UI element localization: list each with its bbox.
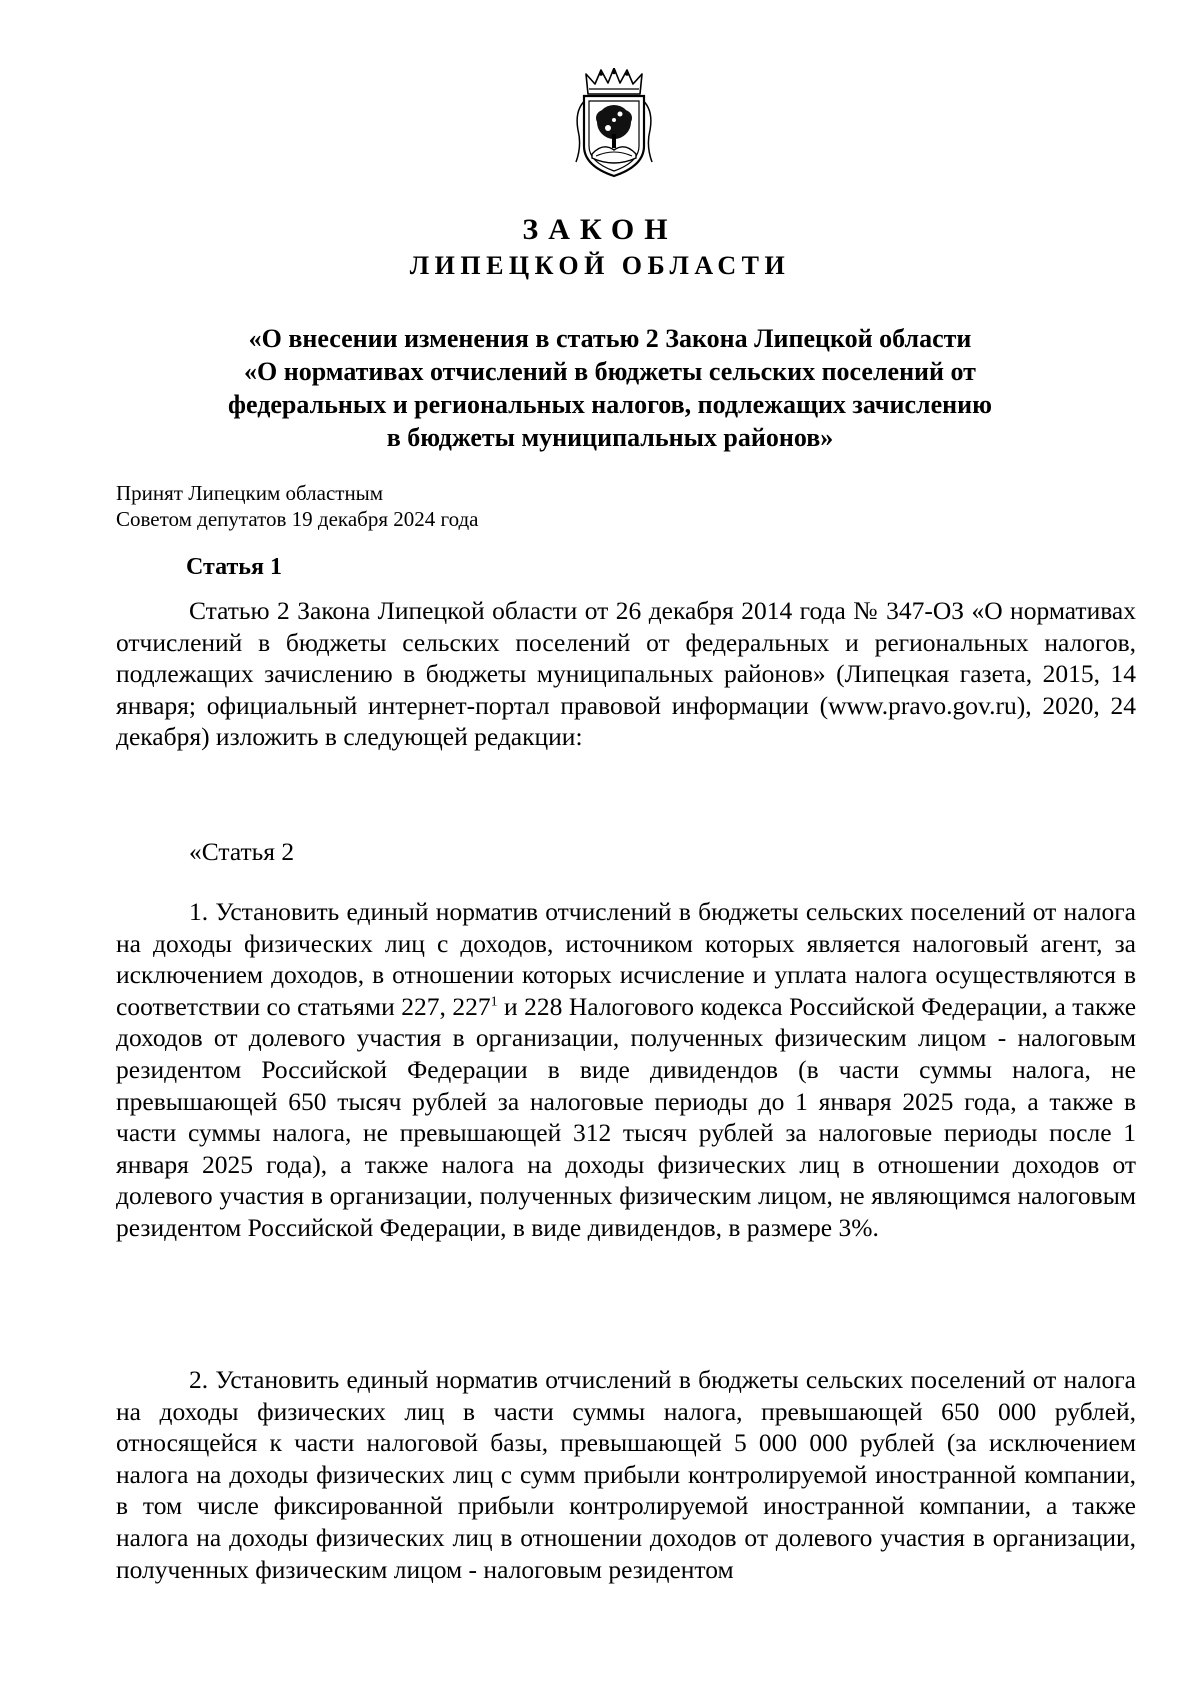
subject-line-4: в бюджеты муниципальных районов» <box>386 423 834 452</box>
subject-line-3: федеральных и региональных налогов, подлежащих зачислению <box>228 390 992 419</box>
law-subject <box>170 322 1050 454</box>
quoted-article-heading: «Статья 2 <box>189 837 295 866</box>
clause-1-paragraph <box>116 896 1136 1244</box>
adoption-line-1: Принят Липецким областным <box>116 481 384 505</box>
subject-line-1: «О внесении изменения в статью 2 Закона Липецкой области <box>248 324 972 353</box>
adoption-line-2: Советом депутатов 19 декабря 2024 года <box>116 507 479 531</box>
clause-1-superscript: 1 <box>490 994 498 1010</box>
adoption-note <box>116 480 616 532</box>
clause-2-paragraph: 2. Установить единый норматив отчислений в бюджеты сельских поселений от налога на доходы физических лиц в части суммы налога, превышающей 650 000 рублей, относящейся к части налоговой базы, превышающей 5 000 000 рублей (за исключением налога на доходы физических лиц с сумм прибыли контролируемой иностранной компании, в том числе фиксированной прибыли контролируемой иностранной компании, а также налога на доходы физических лиц в отношении доходов от долевого участия в организации, полученных физическим лицом - налоговым резидентом <box>116 1365 1136 1584</box>
document-subtitle: ЛИПЕЦКОЙ ОБЛАСТИ <box>409 251 791 280</box>
subject-line-2: «О нормативах отчислений в бюджеты сельских поселений от <box>244 357 976 386</box>
clause-1-text-b: и 228 Налогового кодекса Российской Федерации, а также доходов от долевого участия в организации, полученных физическим лицом - налоговым резидентом Российской Федерации в виде дивидендов (в части суммы налога, не превышающей 650 тысяч рублей за налоговые периоды до 1 января 2025 года, а также в части суммы налога, не превышающей 312 тысяч рублей за налоговые периоды после 1 января 2025 года), а также налога на доходы физических лиц в отношении доходов от долевого участия в организации, полученных физическим лицом, не являющимся налоговым резидентом Российской Федерации, в виде дивидендов, в размере 3%. <box>116 991 1137 1242</box>
clause-1-text-a: 1. Установить единый норматив отчислений в бюджеты сельских поселений от налога на доходы физических лиц с доходов, источником которых является налоговый агент, за исключением доходов, в отношении которых исчисление и уплата налога осуществляются в соответствии со статьями 227, 227 <box>116 897 1136 1021</box>
article-intro-paragraph: Статью 2 Закона Липецкой области от 26 декабря 2014 года № 347-ОЗ «О нормативах отчислений в бюджеты сельских поселений от федеральных и региональных налогов, подлежащих зачислению в бюджеты муниципальных районов» (Липецкая газета, 2015, 14 января; официальный интернет-портал правовой информации (www.pravo.gov.ru), 2020, 24 декабря) изложить в следующей редакции: <box>116 596 1136 752</box>
document-title: ЗАКОН <box>522 213 678 246</box>
article-heading: Статья 1 <box>186 554 282 580</box>
coat-of-arms-icon <box>570 68 658 180</box>
